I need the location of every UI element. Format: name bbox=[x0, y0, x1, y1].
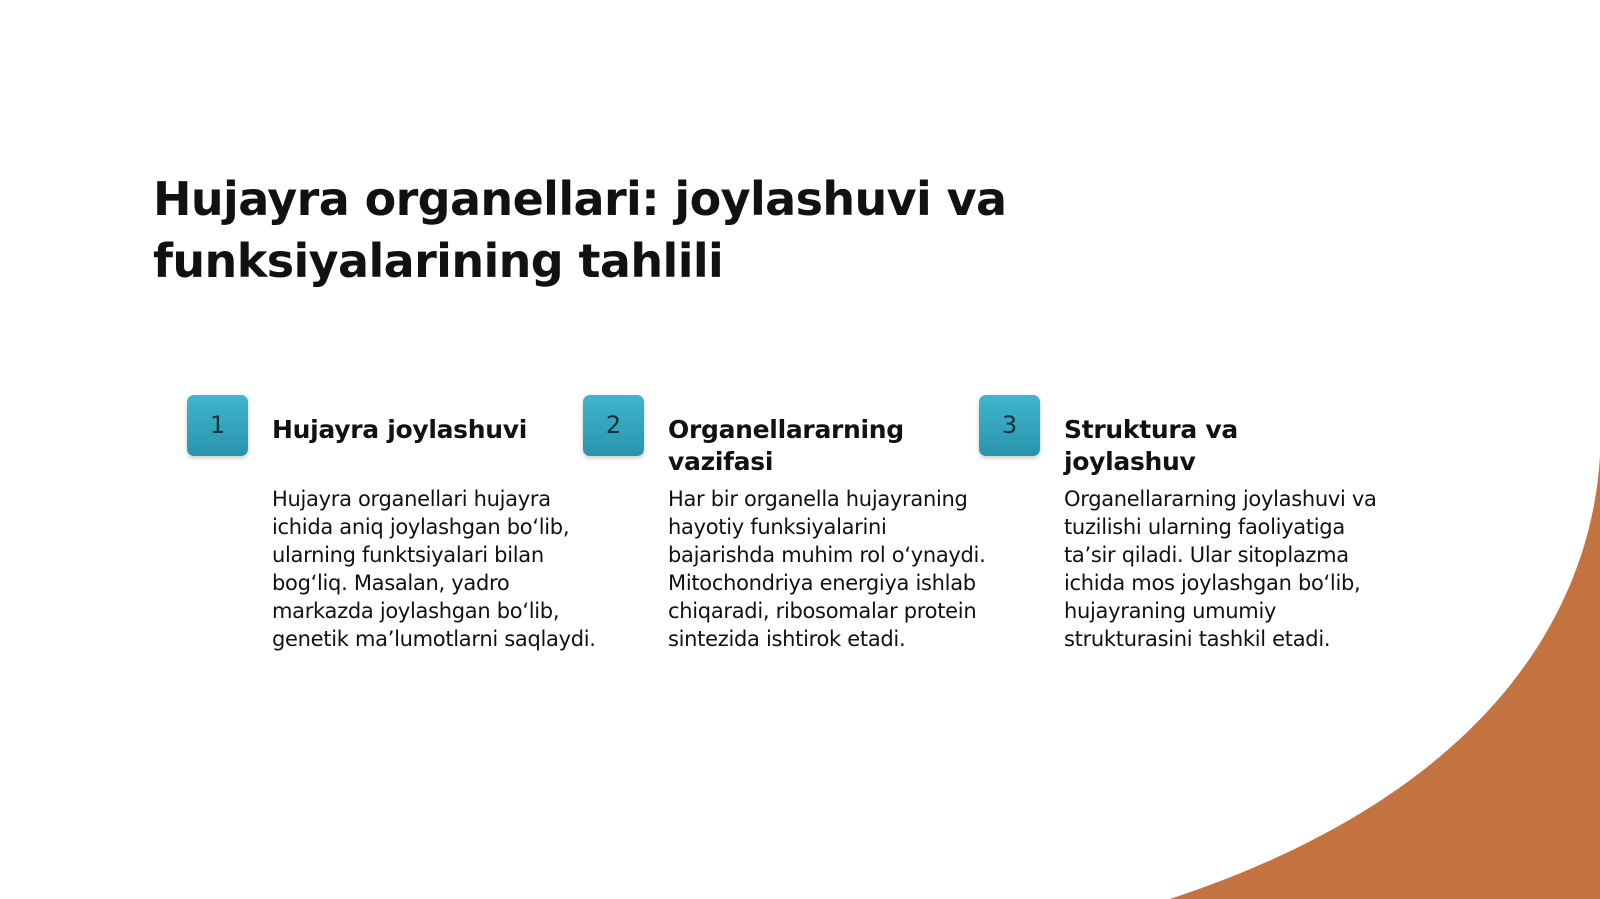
steps-row bbox=[187, 395, 1417, 695]
step-number-badge: 1 bbox=[187, 395, 248, 456]
step-description: Organellararning joylashuvi va tuzilishi ularning faoliyatiga ta’sir qiladi. Ular sitoplazma ichida mos joylashgan bo‘lib, hujayraning umumiy strukturasini tashkil etadi. bbox=[1064, 487, 1377, 651]
step-number-badge: 2 bbox=[583, 395, 644, 456]
step-title: Struktura va joylashuv bbox=[1064, 415, 1238, 476]
slide-title: Hujayra organellari: joylashuvi va funksiyalarining tahlili bbox=[153, 172, 1007, 288]
step-title: Hujayra joylashuvi bbox=[272, 415, 528, 444]
step-description: Hujayra organellari hujayra ichida aniq joylashgan bo‘lib, ularning funktsiyalari bilan bog‘liq. Masalan, yadro markazda joylashgan bo‘lib, genetik ma’lumotlarni saqlaydi. bbox=[272, 487, 596, 651]
step-description: Har bir organella hujayraning hayotiy funksiyalarini bajarishda muhim rol o‘ynaydi. Mitochondriya energiya ishlab chiqaradi, ribosomalar protein sintezida ishtirok etadi. bbox=[668, 487, 986, 651]
step-number-badge: 3 bbox=[979, 395, 1040, 456]
step-title: Organellararning vazifasi bbox=[668, 415, 904, 476]
